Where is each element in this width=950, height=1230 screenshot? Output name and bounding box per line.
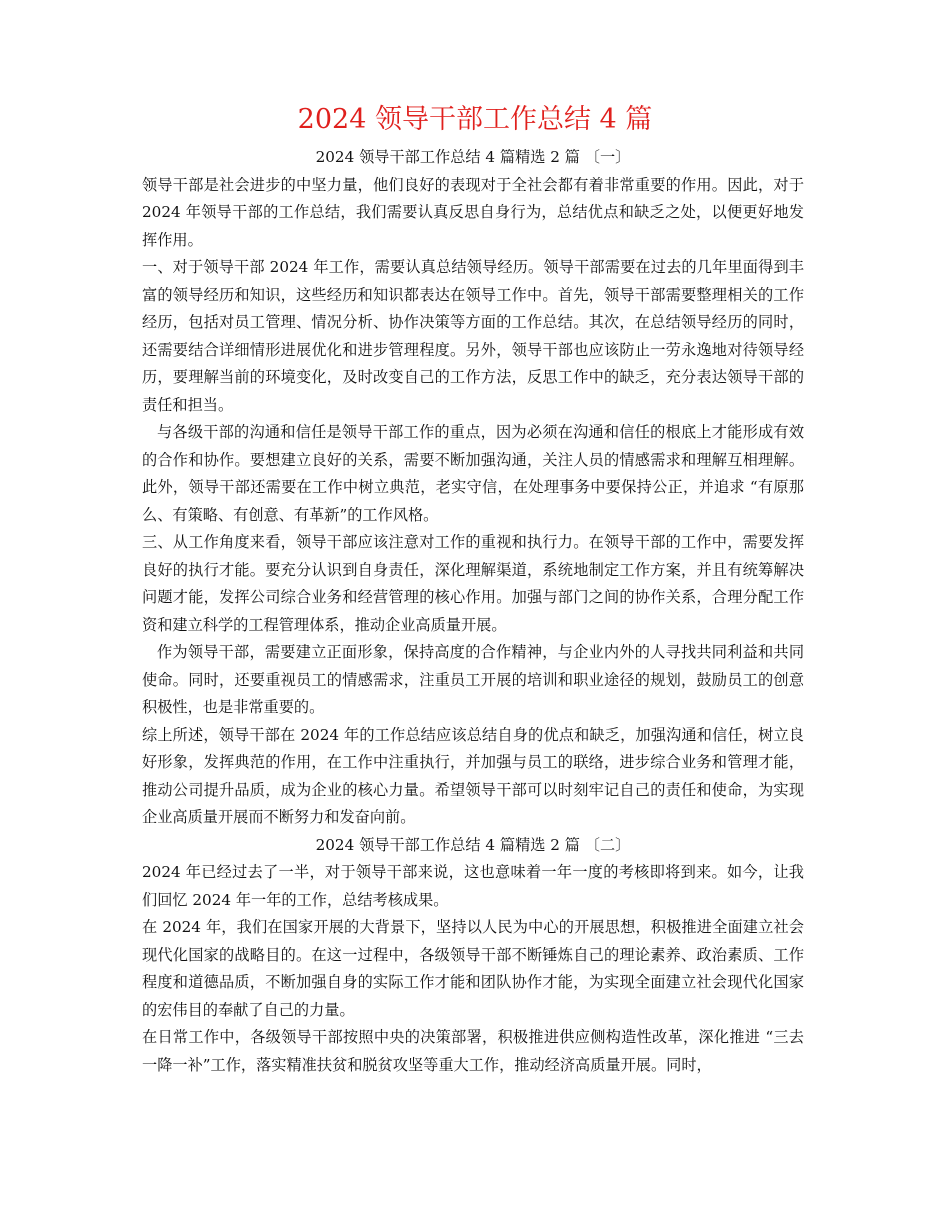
paragraph: 一、对于领导干部 2024 年工作，需要认真总结领导经历。领导干部需要在过去的几年里面得到丰富的领导经历和知识，这些经历和知识都表达在领导工作中。首先，领导干部需要整理相关的工作经历，包括对员工管理、情况分析、协作决策等方面的工作总结。其次，在总结领导经历的同时，还需要结合详细情形进展优化和进步管理程度。另外，领导干部也应该防止一劳永逸地对待领导经历，要理解当前的环境变化，及时改变自己的工作方法，反思工作中的缺乏，充分表达领导干部的责任和担当。	[142, 258, 804, 414]
paragraph: 作为领导干部，需要建立正面形象，保持高度的合作精神，与企业内外的人寻找共同利益和共同使命。同时，还要重视员工的情感需求，注重员工开展的培训和职业途径的规划，鼓励员工的创意积极性，也是非常重要的。	[142, 643, 804, 716]
paragraph: 与各级干部的沟通和信任是领导干部工作的重点，因为必须在沟通和信任的根底上才能形成有效的合作和协作。要想建立良好的关系，需要不断加强沟通，关注人员的情感需求和理解互相理解。此外，领导干部还需要在工作中树立典范，老实守信，在处理事务中要保持公正，并追求 “有原那么、有策略、有创意、有革新”的工作风格。	[142, 423, 804, 524]
section-heading-2: 2024 领导干部工作总结 4 篇精选 2 篇 〔二〕	[315, 835, 631, 854]
paragraph: 领导干部是社会进步的中坚力量，他们良好的表现对于全社会都有着非常重要的作用。因此，对于 2024 年领导干部的工作总结，我们需要认真反思自身行为，总结优点和缺乏之处，以便更好地发挥作用。	[142, 175, 804, 249]
paragraph: 综上所述，领导干部在 2024 年的工作总结应该总结自身的优点和缺乏，加强沟通和信任，树立良好形象，发挥典范的作用，在工作中注重执行，并加强与员工的联络，进步综合业务和管理才能，推动公司提升品质，成为企业的核心力量。希望领导干部可以时刻牢记自己的责任和使命，为实现企业高质量开展而不断努力和发奋向前。	[142, 725, 804, 826]
paragraph: 2024 年已经过去了一半，对于领导干部来说，这也意味着一年一度的考核即将到来。如今，让我们回忆 2024 年一年的工作，总结考核成果。	[142, 863, 804, 909]
section-heading-1: 2024 领导干部工作总结 4 篇精选 2 篇 〔一〕	[315, 148, 631, 166]
paragraph: 在 2024 年，我们在国家开展的大背景下，坚持以人民为中心的开展思想，积极推进全面建立社会现代化国家的战略目的。在这一过程中，各级领导干部不断锤炼自己的理论素养、政治素质、工作程度和道德品质，不断加强自身的实际工作才能和团队协作才能，为实现全面建立社会现代化国家的宏伟目的奉献了自己的力量。	[142, 918, 804, 1019]
paragraph: 在日常工作中，各级领导干部按照中央的决策部署，积极推进供应侧构造性改革，深化推进 “三去一降一补”工作，落实精准扶贫和脱贫攻坚等重大工作，推动经济高质量开展。同时，	[142, 1028, 804, 1074]
document-title: 2024 领导干部工作总结 4 篇	[297, 104, 653, 135]
document-body	[142, 144, 804, 1079]
paragraph: 三、从工作角度来看，领导干部应该注意对工作的重视和执行力。在领导干部的工作中，需要发挥良好的执行才能。要充分认识到自身责任，深化理解渠道，系统地制定工作方案，并且有统筹解决问题才能，发挥公司综合业务和经营管理的核心作用。加强与部门之间的协作关系，合理分配工作资和建立科学的工程管理体系，推动企业高质量开展。	[142, 533, 804, 634]
